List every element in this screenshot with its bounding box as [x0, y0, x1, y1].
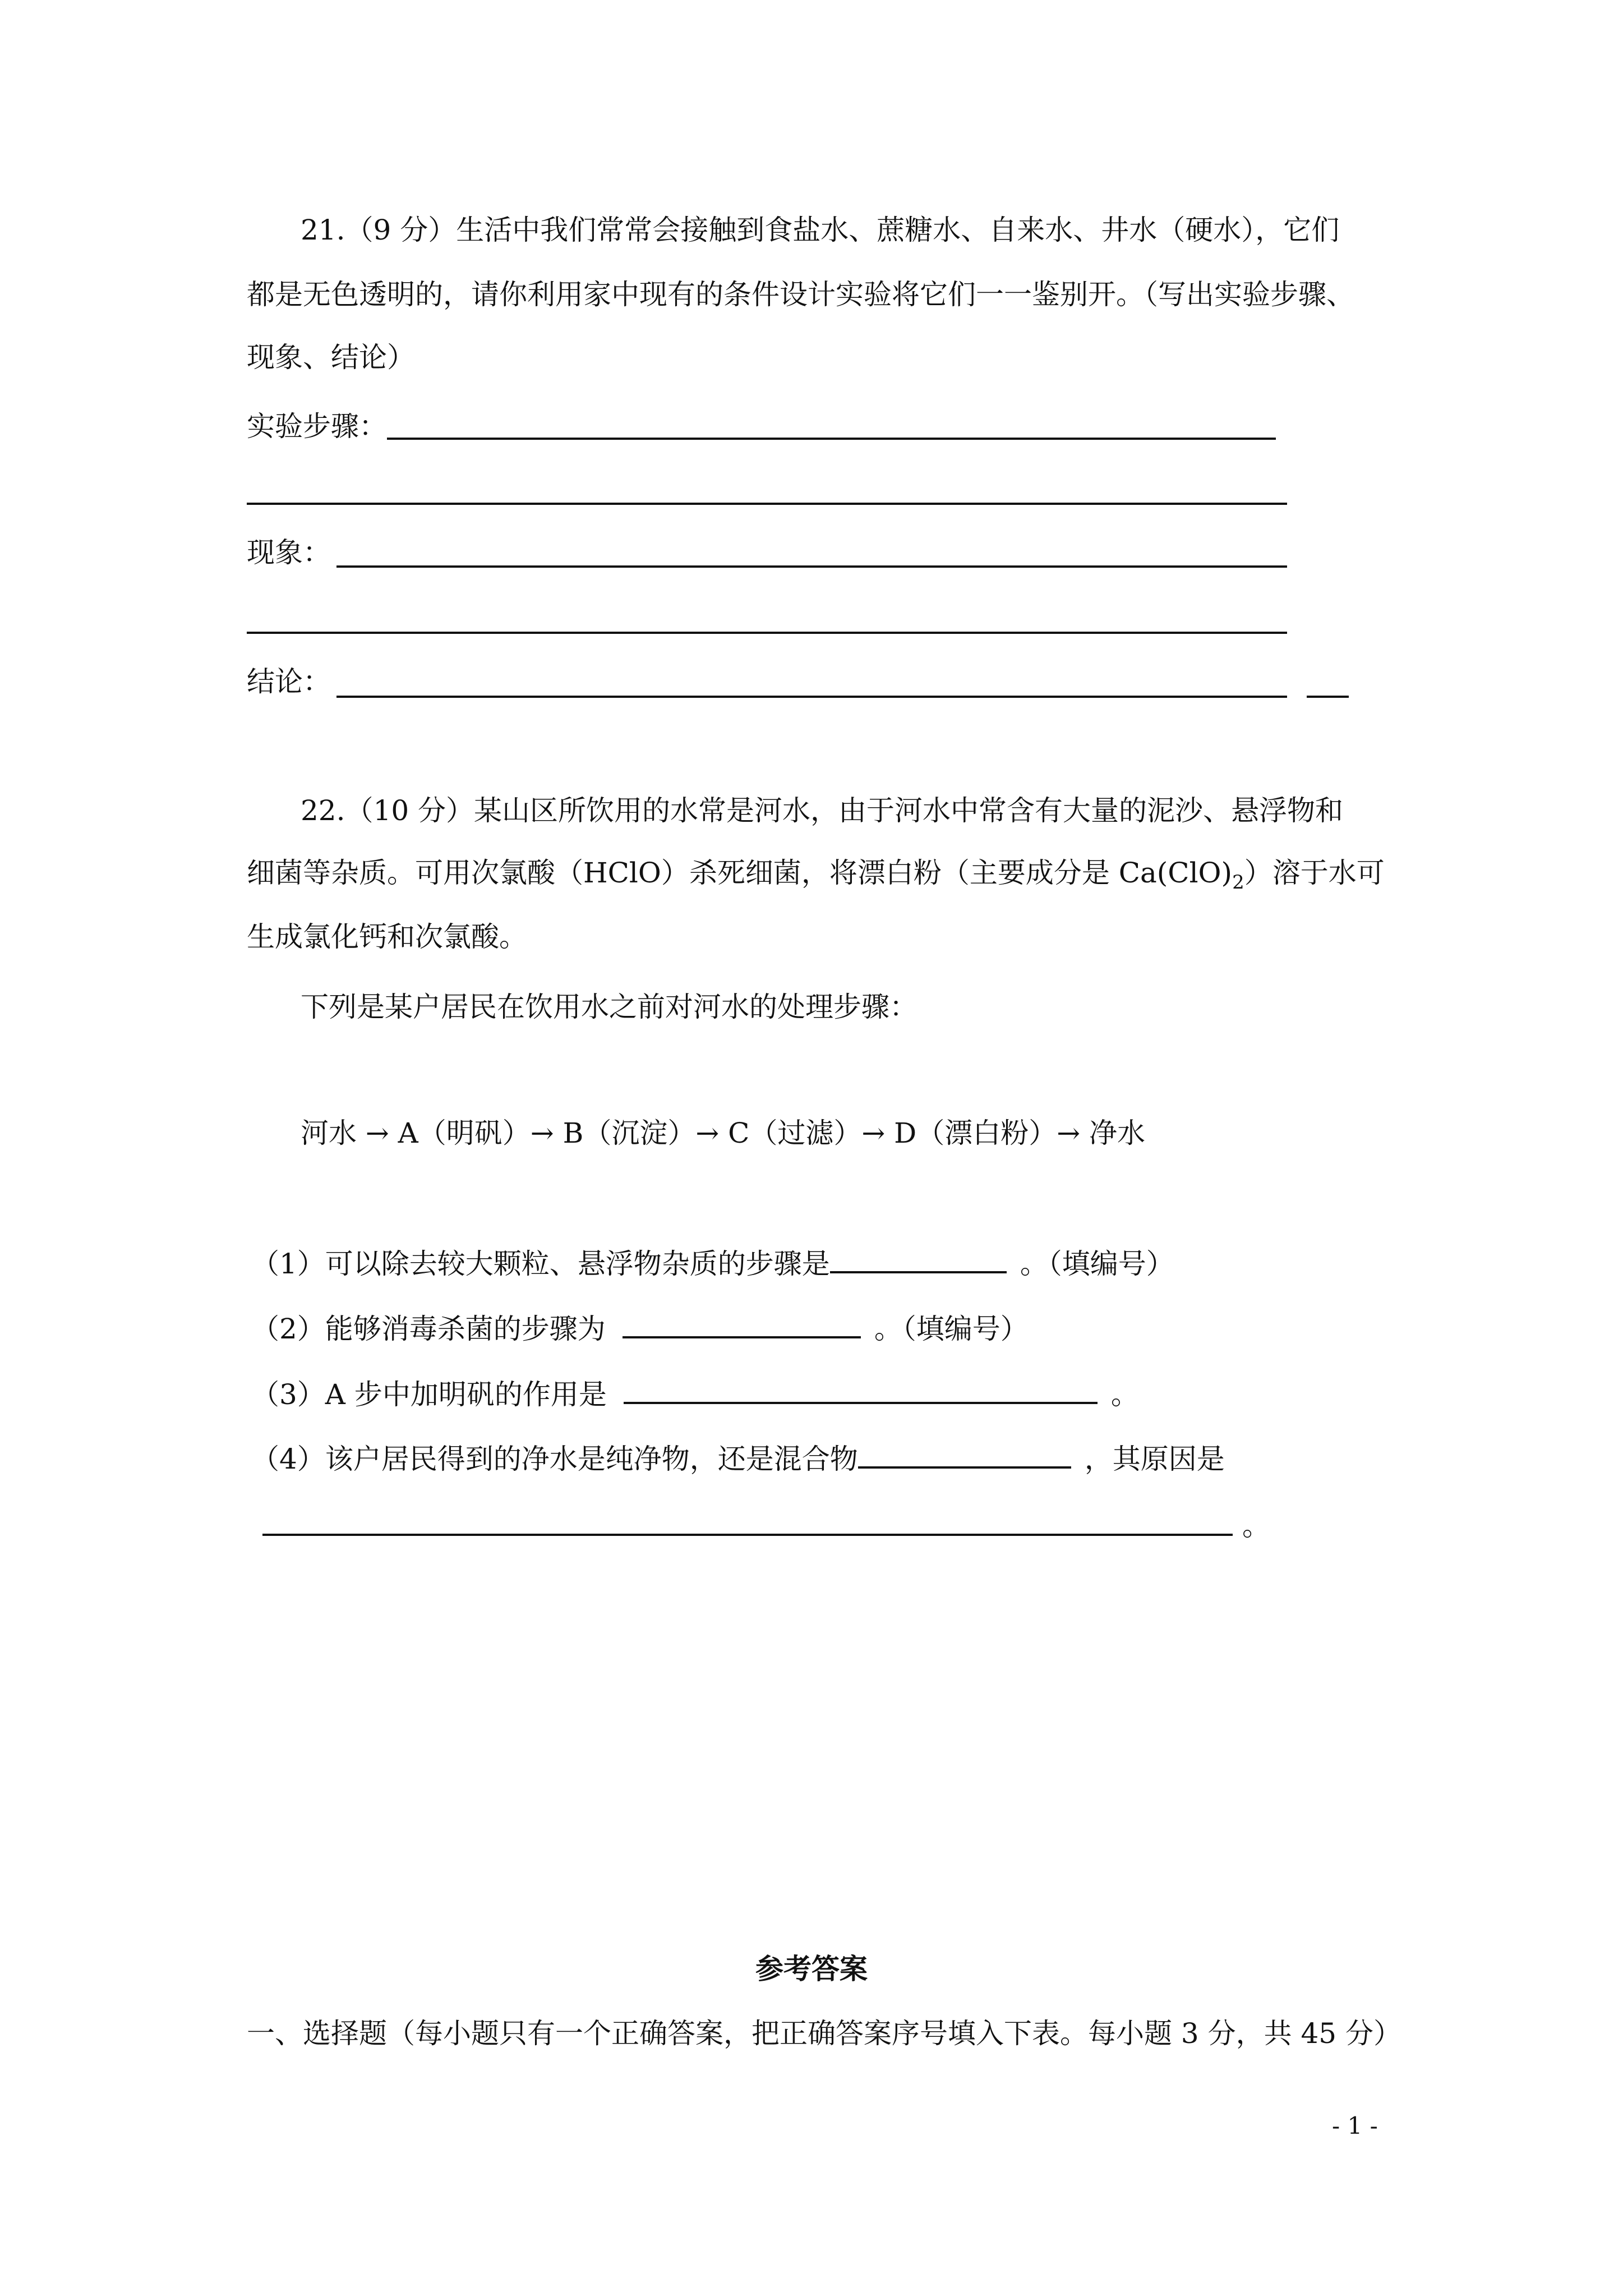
q22-line-1: 22.（10 分）某山区所饮用的水常是河水，由于河水中常含有大量的泥沙、悬浮物和	[301, 794, 1344, 827]
q21-steps-label: 实验步骤：	[247, 410, 387, 443]
q22-sub-4-text: （4）该户居民得到的净水是纯净物，还是混合物	[251, 1443, 858, 1475]
q21-line-3: 现象、结论）	[247, 341, 415, 374]
q22-line-2-text: 细菌等杂质。可用次氯酸（HClO）杀死细菌，将漂白粉（主要成分是 Ca(ClO)	[247, 857, 1233, 889]
q22-sub-2-text: （2）能够消毒杀菌的步骤为	[251, 1313, 606, 1345]
q22-sub-4	[251, 1442, 1225, 1476]
q21-steps-answer-line-1[interactable]	[387, 438, 1276, 440]
q22-process-flow: 河水 → A（明矾）→ B（沉淀）→ C（过滤）→ D（漂白粉）→ 净水	[301, 1117, 1146, 1149]
q22-line-2	[247, 856, 1385, 894]
q21-conclusion-answer-line-1[interactable]	[336, 696, 1287, 698]
q22-sub-1-end: 。（填编号）	[1020, 1248, 1174, 1280]
q22-sub-2-blank[interactable]	[623, 1312, 861, 1338]
q22-sub-3	[251, 1377, 1139, 1411]
q22-sub-1-blank[interactable]	[830, 1246, 1007, 1273]
page-number: - 1 -	[1332, 2112, 1378, 2139]
q22-sub-4-blank[interactable]	[858, 1442, 1071, 1469]
q22-line-2-end: ）溶于水可	[1244, 857, 1385, 889]
q22-intro: 下列是某户居民在饮用水之前对河水的处理步骤：	[301, 991, 917, 1023]
q22-formula-subscript: 2	[1232, 871, 1244, 894]
q22-sub-4-reason-line[interactable]	[262, 1534, 1233, 1536]
q22-sub-1	[251, 1246, 1174, 1281]
answers-section-1: 一、选择题（每小题只有一个正确答案，把正确答案序号填入下表。每小题 3 分，共 45 分）	[247, 2017, 1402, 2050]
q22-sub-1-text: （1）可以除去较大颗粒、悬浮物杂质的步骤是	[251, 1248, 830, 1280]
q22-sub-2	[251, 1312, 1029, 1346]
q21-conclusion-answer-line-2[interactable]	[1307, 696, 1349, 698]
q21-line-1: 21.（9 分）生活中我们常常会接触到食盐水、蔗糖水、自来水、井水（硬水），它们	[301, 214, 1340, 246]
q22-sub-3-text: （3）A 步中加明矾的作用是	[251, 1378, 607, 1411]
q21-phenomenon-label: 现象：	[247, 536, 331, 569]
q22-line-3: 生成氯化钙和次氯酸。	[247, 921, 527, 953]
q21-steps-answer-line-2[interactable]	[247, 503, 1287, 505]
q22-sub-3-blank[interactable]	[624, 1377, 1098, 1404]
q21-conclusion-label: 结论：	[247, 665, 331, 698]
q22-sub-2-end: 。（填编号）	[874, 1313, 1029, 1345]
q21-phenomenon-answer-line-2[interactable]	[247, 632, 1287, 634]
q22-sub-4-tail: 。	[1242, 1510, 1270, 1542]
q21-line-2: 都是无色透明的，请你利用家中现有的条件设计实验将它们一一鉴别开。（写出实验步骤、	[247, 278, 1354, 311]
q22-sub-4-end: ，其原因是	[1084, 1443, 1225, 1475]
q21-phenomenon-answer-line-1[interactable]	[336, 565, 1287, 568]
q22-sub-3-end: 。	[1110, 1378, 1139, 1411]
answers-title: 参考答案	[755, 1952, 868, 1985]
